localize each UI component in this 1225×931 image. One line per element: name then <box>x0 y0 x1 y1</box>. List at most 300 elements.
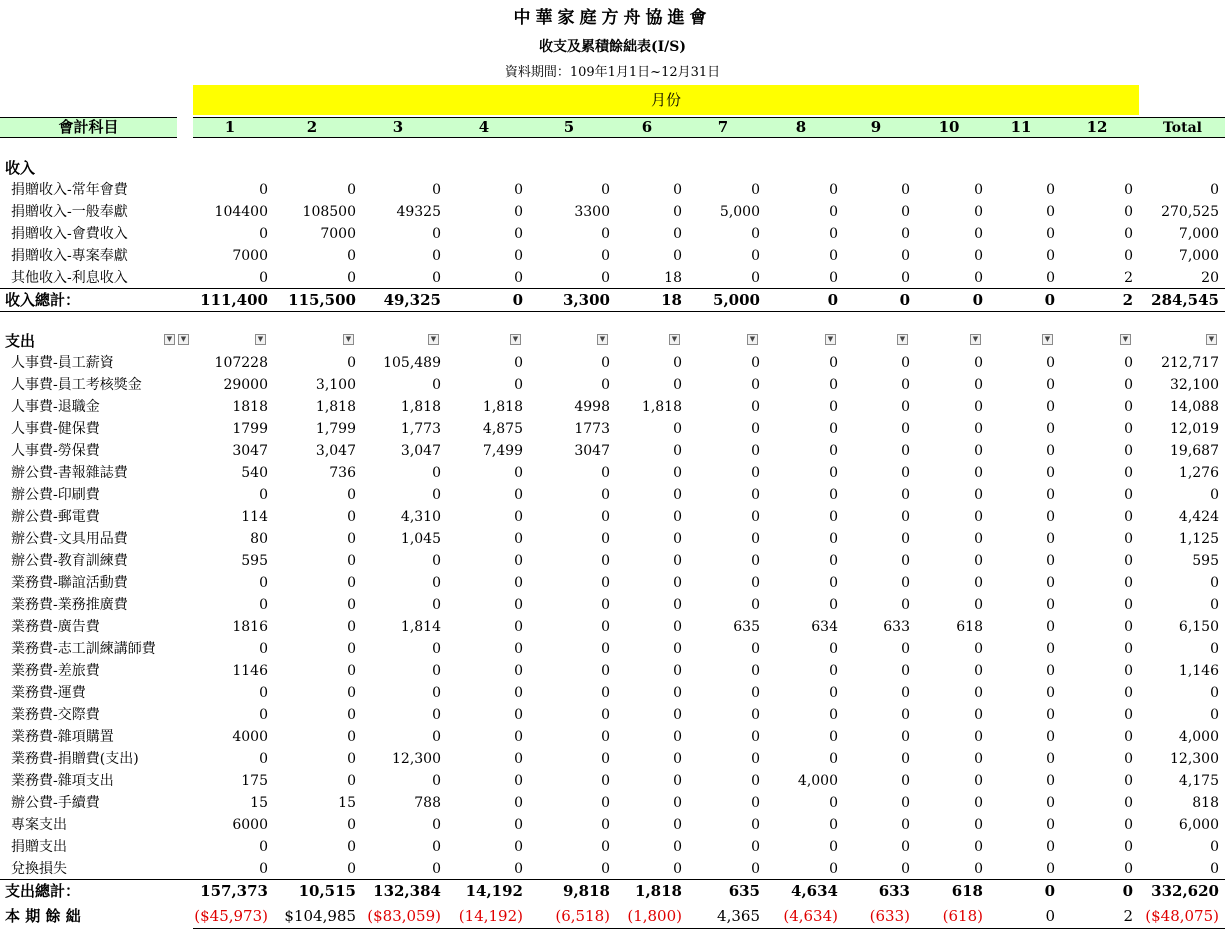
amount-cell: 0 <box>1124 597 1133 613</box>
amount-cell: 0 <box>514 795 523 811</box>
amount-cell: 0 <box>514 553 523 569</box>
amount-cell: 0 <box>974 817 983 833</box>
amount-cell: 0 <box>259 487 268 503</box>
amount-cell: 0 <box>347 509 356 525</box>
amount-cell: 0 <box>601 465 610 481</box>
income-total-cell: 5,000 <box>713 291 760 309</box>
amount-cell: 0 <box>432 248 441 264</box>
filter-dropdown-icon[interactable]: ▼ <box>164 334 175 345</box>
expense-row-label: 辦公費-印刷費 <box>11 487 100 503</box>
expense-row-label: 辦公費-教育訓練費 <box>11 553 128 569</box>
amount-cell: 0 <box>347 597 356 613</box>
amount-cell: 80 <box>250 531 268 547</box>
amount-cell: 0 <box>673 553 682 569</box>
expense-row-label: 兌換損失 <box>11 861 67 877</box>
amount-cell: 49325 <box>396 204 441 220</box>
income-total-bottom-border <box>0 311 1225 312</box>
amount-cell: 0 <box>829 707 838 723</box>
amount-cell: 0 <box>1046 641 1055 657</box>
amount-cell: 0 <box>1046 270 1055 286</box>
row-total-cell: 12,300 <box>1170 751 1219 767</box>
amount-cell: 0 <box>901 729 910 745</box>
amount-cell: 0 <box>673 421 682 437</box>
amount-cell: 0 <box>1046 663 1055 679</box>
amount-cell: 0 <box>514 204 523 220</box>
amount-cell: 0 <box>1124 553 1133 569</box>
amount-cell: 0 <box>901 839 910 855</box>
expense-total-label: 支出總計： <box>5 882 81 900</box>
amount-cell: 0 <box>1124 773 1133 789</box>
filter-dropdown-icon[interactable]: ▼ <box>428 334 439 345</box>
filter-dropdown-icon[interactable]: ▼ <box>1120 334 1131 345</box>
amount-cell: 0 <box>347 641 356 657</box>
amount-cell: 0 <box>514 663 523 679</box>
row-total-cell: 0 <box>1210 641 1219 657</box>
amount-cell: 1,814 <box>400 619 441 635</box>
row-total-cell: 6,000 <box>1178 817 1219 833</box>
amount-cell: 0 <box>901 861 910 877</box>
expense-total-cell: 635 <box>728 882 760 900</box>
amount-cell: 1,799 <box>315 421 356 437</box>
amount-cell: 0 <box>601 226 610 242</box>
amount-cell: 0 <box>432 377 441 393</box>
amount-cell: 0 <box>751 553 760 569</box>
amount-cell: 0 <box>432 270 441 286</box>
amount-cell: 0 <box>601 773 610 789</box>
amount-cell: 0 <box>673 182 682 198</box>
amount-cell: 7000 <box>320 226 356 242</box>
expense-total-cell: 633 <box>878 882 910 900</box>
amount-cell: 0 <box>974 443 983 459</box>
amount-cell: 0 <box>1046 751 1055 767</box>
report-period: 資料期間：109年1月1日~12月31日 <box>504 65 721 80</box>
amount-cell: 0 <box>974 641 983 657</box>
expense-row-label: 人事費-員工考核獎金 <box>11 377 142 393</box>
filter-dropdown-icon[interactable]: ▼ <box>970 334 981 345</box>
amount-cell: 0 <box>751 443 760 459</box>
amount-cell: 0 <box>901 421 910 437</box>
expense-row-label: 業務費-差旅費 <box>11 663 100 679</box>
amount-cell: 0 <box>1046 226 1055 242</box>
amount-cell: 1146 <box>232 663 268 679</box>
amount-cell: 0 <box>347 817 356 833</box>
amount-cell: 0 <box>829 685 838 701</box>
amount-cell: 0 <box>901 531 910 547</box>
amount-cell: 0 <box>347 487 356 503</box>
amount-cell: 0 <box>347 182 356 198</box>
expense-row-label: 業務費-業務推廣費 <box>11 597 128 613</box>
amount-cell: 0 <box>974 861 983 877</box>
amount-cell: 0 <box>514 575 523 591</box>
expense-row-label: 專案支出 <box>11 817 67 833</box>
month-column-header: 6 <box>641 118 653 136</box>
amount-cell: 0 <box>829 248 838 264</box>
amount-cell: 1816 <box>232 619 268 635</box>
amount-cell: 4998 <box>574 399 610 415</box>
amount-cell: 1773 <box>574 421 610 437</box>
filter-dropdown-icon[interactable]: ▼ <box>747 334 758 345</box>
amount-cell: 0 <box>514 182 523 198</box>
amount-cell: 0 <box>751 839 760 855</box>
amount-cell: 0 <box>432 685 441 701</box>
amount-cell: 0 <box>432 663 441 679</box>
row-total-cell: 7,000 <box>1178 226 1219 242</box>
amount-cell: 0 <box>673 465 682 481</box>
amount-cell: 0 <box>751 248 760 264</box>
amount-cell: 0 <box>432 487 441 503</box>
balance-cell: 2 <box>1123 907 1133 925</box>
amount-cell: 0 <box>673 355 682 371</box>
amount-cell: 618 <box>956 619 983 635</box>
amount-cell: 0 <box>1046 553 1055 569</box>
amount-cell: 0 <box>1046 619 1055 635</box>
income-total-cell: 115,500 <box>288 291 356 309</box>
filter-dropdown-icon[interactable]: ▼ <box>178 334 189 345</box>
amount-cell: 0 <box>751 465 760 481</box>
amount-cell: 0 <box>974 509 983 525</box>
amount-cell: 1,045 <box>400 531 441 547</box>
balance-cell: 4,365 <box>717 907 760 925</box>
row-total-cell: 212,717 <box>1161 355 1219 371</box>
amount-cell: 0 <box>601 861 610 877</box>
amount-cell: 0 <box>751 641 760 657</box>
amount-cell: 0 <box>673 707 682 723</box>
amount-cell: 0 <box>974 465 983 481</box>
amount-cell: 1,818 <box>315 399 356 415</box>
amount-cell: 0 <box>1046 685 1055 701</box>
amount-cell: 0 <box>974 487 983 503</box>
amount-cell: 0 <box>829 553 838 569</box>
month-column-header: 9 <box>870 118 882 136</box>
balance-label: 本 期 餘 絀 <box>5 907 81 925</box>
filter-dropdown-icon[interactable]: ▼ <box>255 334 266 345</box>
amount-cell: 0 <box>1046 817 1055 833</box>
balance-cell: 0 <box>1045 907 1055 925</box>
amount-cell: 29000 <box>223 377 268 393</box>
filter-dropdown-icon[interactable]: ▼ <box>1206 334 1217 345</box>
amount-cell: 0 <box>1046 182 1055 198</box>
income-total-cell: 0 <box>512 291 523 309</box>
amount-cell: 0 <box>673 729 682 745</box>
amount-cell: 0 <box>974 399 983 415</box>
row-total-cell: 0 <box>1210 707 1219 723</box>
filter-dropdown-icon[interactable]: ▼ <box>825 334 836 345</box>
amount-cell: 0 <box>1124 641 1133 657</box>
amount-cell: 0 <box>673 575 682 591</box>
amount-cell: 595 <box>241 553 268 569</box>
amount-cell: 0 <box>601 685 610 701</box>
amount-cell: 0 <box>751 509 760 525</box>
amount-cell: 0 <box>432 861 441 877</box>
amount-cell: 0 <box>901 575 910 591</box>
amount-cell: 0 <box>974 553 983 569</box>
expense-row-label: 人事費-員工薪資 <box>11 355 114 371</box>
amount-cell: 0 <box>901 270 910 286</box>
amount-cell: 175 <box>241 773 268 789</box>
total-column-header: Total <box>1162 120 1202 136</box>
amount-cell: 0 <box>673 248 682 264</box>
amount-cell: 1,818 <box>400 399 441 415</box>
income-row-label: 捐贈收入-會費收入 <box>11 226 128 242</box>
amount-cell: 0 <box>601 619 610 635</box>
income-total-cell: 0 <box>827 291 838 309</box>
amount-cell: 105,489 <box>383 355 441 371</box>
amount-cell: 0 <box>432 817 441 833</box>
amount-cell: 3,047 <box>315 443 356 459</box>
amount-cell: 0 <box>751 597 760 613</box>
amount-cell: 0 <box>1046 355 1055 371</box>
amount-cell: 0 <box>1124 817 1133 833</box>
row-total-cell: 0 <box>1210 685 1219 701</box>
expense-total-top-border <box>0 879 1225 880</box>
amount-cell: 0 <box>601 575 610 591</box>
amount-cell: 0 <box>347 751 356 767</box>
amount-cell: 3047 <box>574 443 610 459</box>
amount-cell: 0 <box>347 839 356 855</box>
amount-cell: 0 <box>259 597 268 613</box>
income-row-label: 其他收入-利息收入 <box>11 270 128 286</box>
amount-cell: 0 <box>829 861 838 877</box>
month-column-header: 4 <box>478 118 490 136</box>
amount-cell: 0 <box>432 226 441 242</box>
income-total-cell: 18 <box>661 291 682 309</box>
amount-cell: 0 <box>432 465 441 481</box>
amount-cell: 0 <box>673 817 682 833</box>
amount-cell: 0 <box>673 641 682 657</box>
amount-cell: 0 <box>514 707 523 723</box>
row-total-cell: 0 <box>1210 597 1219 613</box>
amount-cell: 0 <box>432 641 441 657</box>
amount-cell: 15 <box>338 795 356 811</box>
balance-total-cell: ($48,075) <box>1145 907 1219 925</box>
amount-cell: 0 <box>514 509 523 525</box>
income-total-cell: 2 <box>1122 291 1133 309</box>
amount-cell: 0 <box>751 399 760 415</box>
amount-cell: 4,000 <box>797 773 838 789</box>
amount-cell: 0 <box>432 773 441 789</box>
amount-cell: 0 <box>1124 839 1133 855</box>
amount-cell: 0 <box>974 685 983 701</box>
amount-cell: 0 <box>974 597 983 613</box>
income-section-label: 收入 <box>5 159 36 177</box>
amount-cell: 0 <box>829 575 838 591</box>
amount-cell: 0 <box>1046 509 1055 525</box>
row-total-cell: 12,019 <box>1170 421 1219 437</box>
amount-cell: 12,300 <box>392 751 441 767</box>
amount-cell: 0 <box>514 248 523 264</box>
month-column-header: 8 <box>795 118 807 136</box>
row-total-cell: 1,146 <box>1178 663 1219 679</box>
amount-cell: 0 <box>601 270 610 286</box>
month-column-header: 2 <box>306 118 318 136</box>
expense-total-cell: 1,818 <box>635 882 682 900</box>
expense-total-cell: 9,818 <box>563 882 610 900</box>
amount-cell: 0 <box>901 663 910 679</box>
amount-cell: 1,773 <box>400 421 441 437</box>
amount-cell: 0 <box>901 773 910 789</box>
filter-dropdown-icon[interactable]: ▼ <box>343 334 354 345</box>
row-total-cell: 1,125 <box>1178 531 1219 547</box>
expense-row-label: 人事費-退職金 <box>11 399 100 415</box>
amount-cell: 0 <box>974 182 983 198</box>
row-total-cell: 0 <box>1210 575 1219 591</box>
filter-dropdown-icon[interactable]: ▼ <box>669 334 680 345</box>
amount-cell: 0 <box>259 751 268 767</box>
amount-cell: 0 <box>514 487 523 503</box>
amount-cell: 0 <box>601 553 610 569</box>
amount-cell: 0 <box>829 531 838 547</box>
amount-cell: 0 <box>601 509 610 525</box>
balance-cell: (633) <box>869 907 910 925</box>
amount-cell: 0 <box>751 707 760 723</box>
amount-cell: 0 <box>1124 443 1133 459</box>
amount-cell: 0 <box>901 465 910 481</box>
amount-cell: 0 <box>829 729 838 745</box>
income-row-label: 捐贈收入-專案奉獻 <box>11 248 128 264</box>
amount-cell: 0 <box>432 575 441 591</box>
amount-cell: 0 <box>829 641 838 657</box>
amount-cell: 1818 <box>232 399 268 415</box>
row-total-cell: 7,000 <box>1178 248 1219 264</box>
filter-dropdown-icon[interactable]: ▼ <box>510 334 521 345</box>
amount-cell: 1799 <box>232 421 268 437</box>
amount-cell: 0 <box>974 839 983 855</box>
expense-row-label: 辦公費-文具用品費 <box>11 531 128 547</box>
row-total-cell: 20 <box>1201 270 1219 286</box>
amount-cell: 0 <box>514 817 523 833</box>
amount-cell: 0 <box>432 553 441 569</box>
expense-total-cell: 618 <box>951 882 983 900</box>
amount-cell: 0 <box>673 509 682 525</box>
amount-cell: 0 <box>1124 729 1133 745</box>
amount-cell: 0 <box>1046 839 1055 855</box>
amount-cell: 0 <box>751 729 760 745</box>
amount-cell: 0 <box>901 355 910 371</box>
amount-cell: 0 <box>601 641 610 657</box>
expense-total-cell: 132,384 <box>373 882 441 900</box>
amount-cell: 0 <box>1046 707 1055 723</box>
amount-cell: 0 <box>1046 248 1055 264</box>
amount-cell: 0 <box>1124 509 1133 525</box>
amount-cell: 0 <box>259 575 268 591</box>
expense-row-label: 業務費-捐贈費(支出) <box>11 751 139 767</box>
amount-cell: 0 <box>514 839 523 855</box>
expense-row-label: 業務費-廣告費 <box>11 619 100 635</box>
row-total-cell: 4,175 <box>1178 773 1219 789</box>
amount-cell: 0 <box>829 465 838 481</box>
income-total-cell: 0 <box>899 291 910 309</box>
amount-cell: 0 <box>901 399 910 415</box>
org-name: 中華家庭方舟協進會 <box>513 8 712 28</box>
expense-section-label: 支出 <box>5 332 36 350</box>
amount-cell: 6000 <box>232 817 268 833</box>
filter-dropdown-icon[interactable]: ▼ <box>897 334 908 345</box>
income-grand-total: 284,545 <box>1151 291 1219 309</box>
amount-cell: 0 <box>1124 248 1133 264</box>
amount-cell: 0 <box>347 355 356 371</box>
amount-cell: 0 <box>829 182 838 198</box>
expense-total-cell: 0 <box>1044 882 1055 900</box>
amount-cell: 0 <box>1124 575 1133 591</box>
amount-cell: 0 <box>829 399 838 415</box>
balance-cell: ($45,973) <box>194 907 268 925</box>
amount-cell: 0 <box>751 663 760 679</box>
row-total-cell: 14,088 <box>1170 399 1219 415</box>
amount-cell: 0 <box>974 531 983 547</box>
amount-cell: 0 <box>601 729 610 745</box>
amount-cell: 0 <box>1046 399 1055 415</box>
income-total-cell: 111,400 <box>200 291 268 309</box>
amount-cell: 104400 <box>214 204 268 220</box>
amount-cell: 0 <box>601 248 610 264</box>
amount-cell: 3047 <box>232 443 268 459</box>
amount-cell: 0 <box>1124 751 1133 767</box>
amount-cell: 0 <box>514 751 523 767</box>
income-total-cell: 0 <box>1044 291 1055 309</box>
amount-cell: 0 <box>347 575 356 591</box>
balance-cell: (618) <box>942 907 983 925</box>
amount-cell: 0 <box>514 597 523 613</box>
amount-cell: 0 <box>829 795 838 811</box>
amount-cell: 0 <box>829 226 838 242</box>
amount-cell: 7,499 <box>482 443 523 459</box>
amount-cell: 0 <box>673 226 682 242</box>
amount-cell: 0 <box>829 270 838 286</box>
amount-cell: 0 <box>259 182 268 198</box>
amount-cell: 0 <box>514 465 523 481</box>
amount-cell: 0 <box>901 248 910 264</box>
amount-cell: 18 <box>664 270 682 286</box>
row-total-cell: 0 <box>1210 487 1219 503</box>
filter-dropdown-icon[interactable]: ▼ <box>597 334 608 345</box>
amount-cell: 0 <box>1124 399 1133 415</box>
amount-cell: 0 <box>751 355 760 371</box>
expense-row-label: 業務費-運費 <box>11 685 86 701</box>
amount-cell: 540 <box>241 465 268 481</box>
amount-cell: 0 <box>514 355 523 371</box>
amount-cell: 0 <box>829 204 838 220</box>
amount-cell: 0 <box>601 663 610 679</box>
filter-dropdown-icon[interactable]: ▼ <box>1042 334 1053 345</box>
expense-row-label: 辦公費-書報雜誌費 <box>11 465 128 481</box>
balance-bottom-border <box>193 928 1225 929</box>
amount-cell: 4,310 <box>400 509 441 525</box>
amount-cell: 0 <box>673 795 682 811</box>
expense-row-label: 業務費-雜項購置 <box>11 729 114 745</box>
amount-cell: 0 <box>514 685 523 701</box>
expense-row-label: 捐贈支出 <box>11 839 67 855</box>
amount-cell: 0 <box>974 663 983 679</box>
amount-cell: 0 <box>673 663 682 679</box>
amount-cell: 0 <box>751 575 760 591</box>
amount-cell: 0 <box>1124 377 1133 393</box>
amount-cell: 0 <box>673 377 682 393</box>
amount-cell: 0 <box>751 226 760 242</box>
amount-cell: 0 <box>829 443 838 459</box>
expense-row-label: 人事費-勞保費 <box>11 443 100 459</box>
amount-cell: 0 <box>974 751 983 767</box>
amount-cell: 0 <box>601 597 610 613</box>
amount-cell: 0 <box>673 531 682 547</box>
amount-cell: 114 <box>241 509 268 525</box>
expense-grand-total: 332,620 <box>1151 882 1219 900</box>
amount-cell: 0 <box>751 487 760 503</box>
report-title: 收支及累積餘絀表(I/S) <box>538 39 687 55</box>
amount-cell: 0 <box>1124 531 1133 547</box>
amount-cell: 0 <box>1124 226 1133 242</box>
amount-cell: 0 <box>514 531 523 547</box>
amount-cell: 0 <box>259 641 268 657</box>
